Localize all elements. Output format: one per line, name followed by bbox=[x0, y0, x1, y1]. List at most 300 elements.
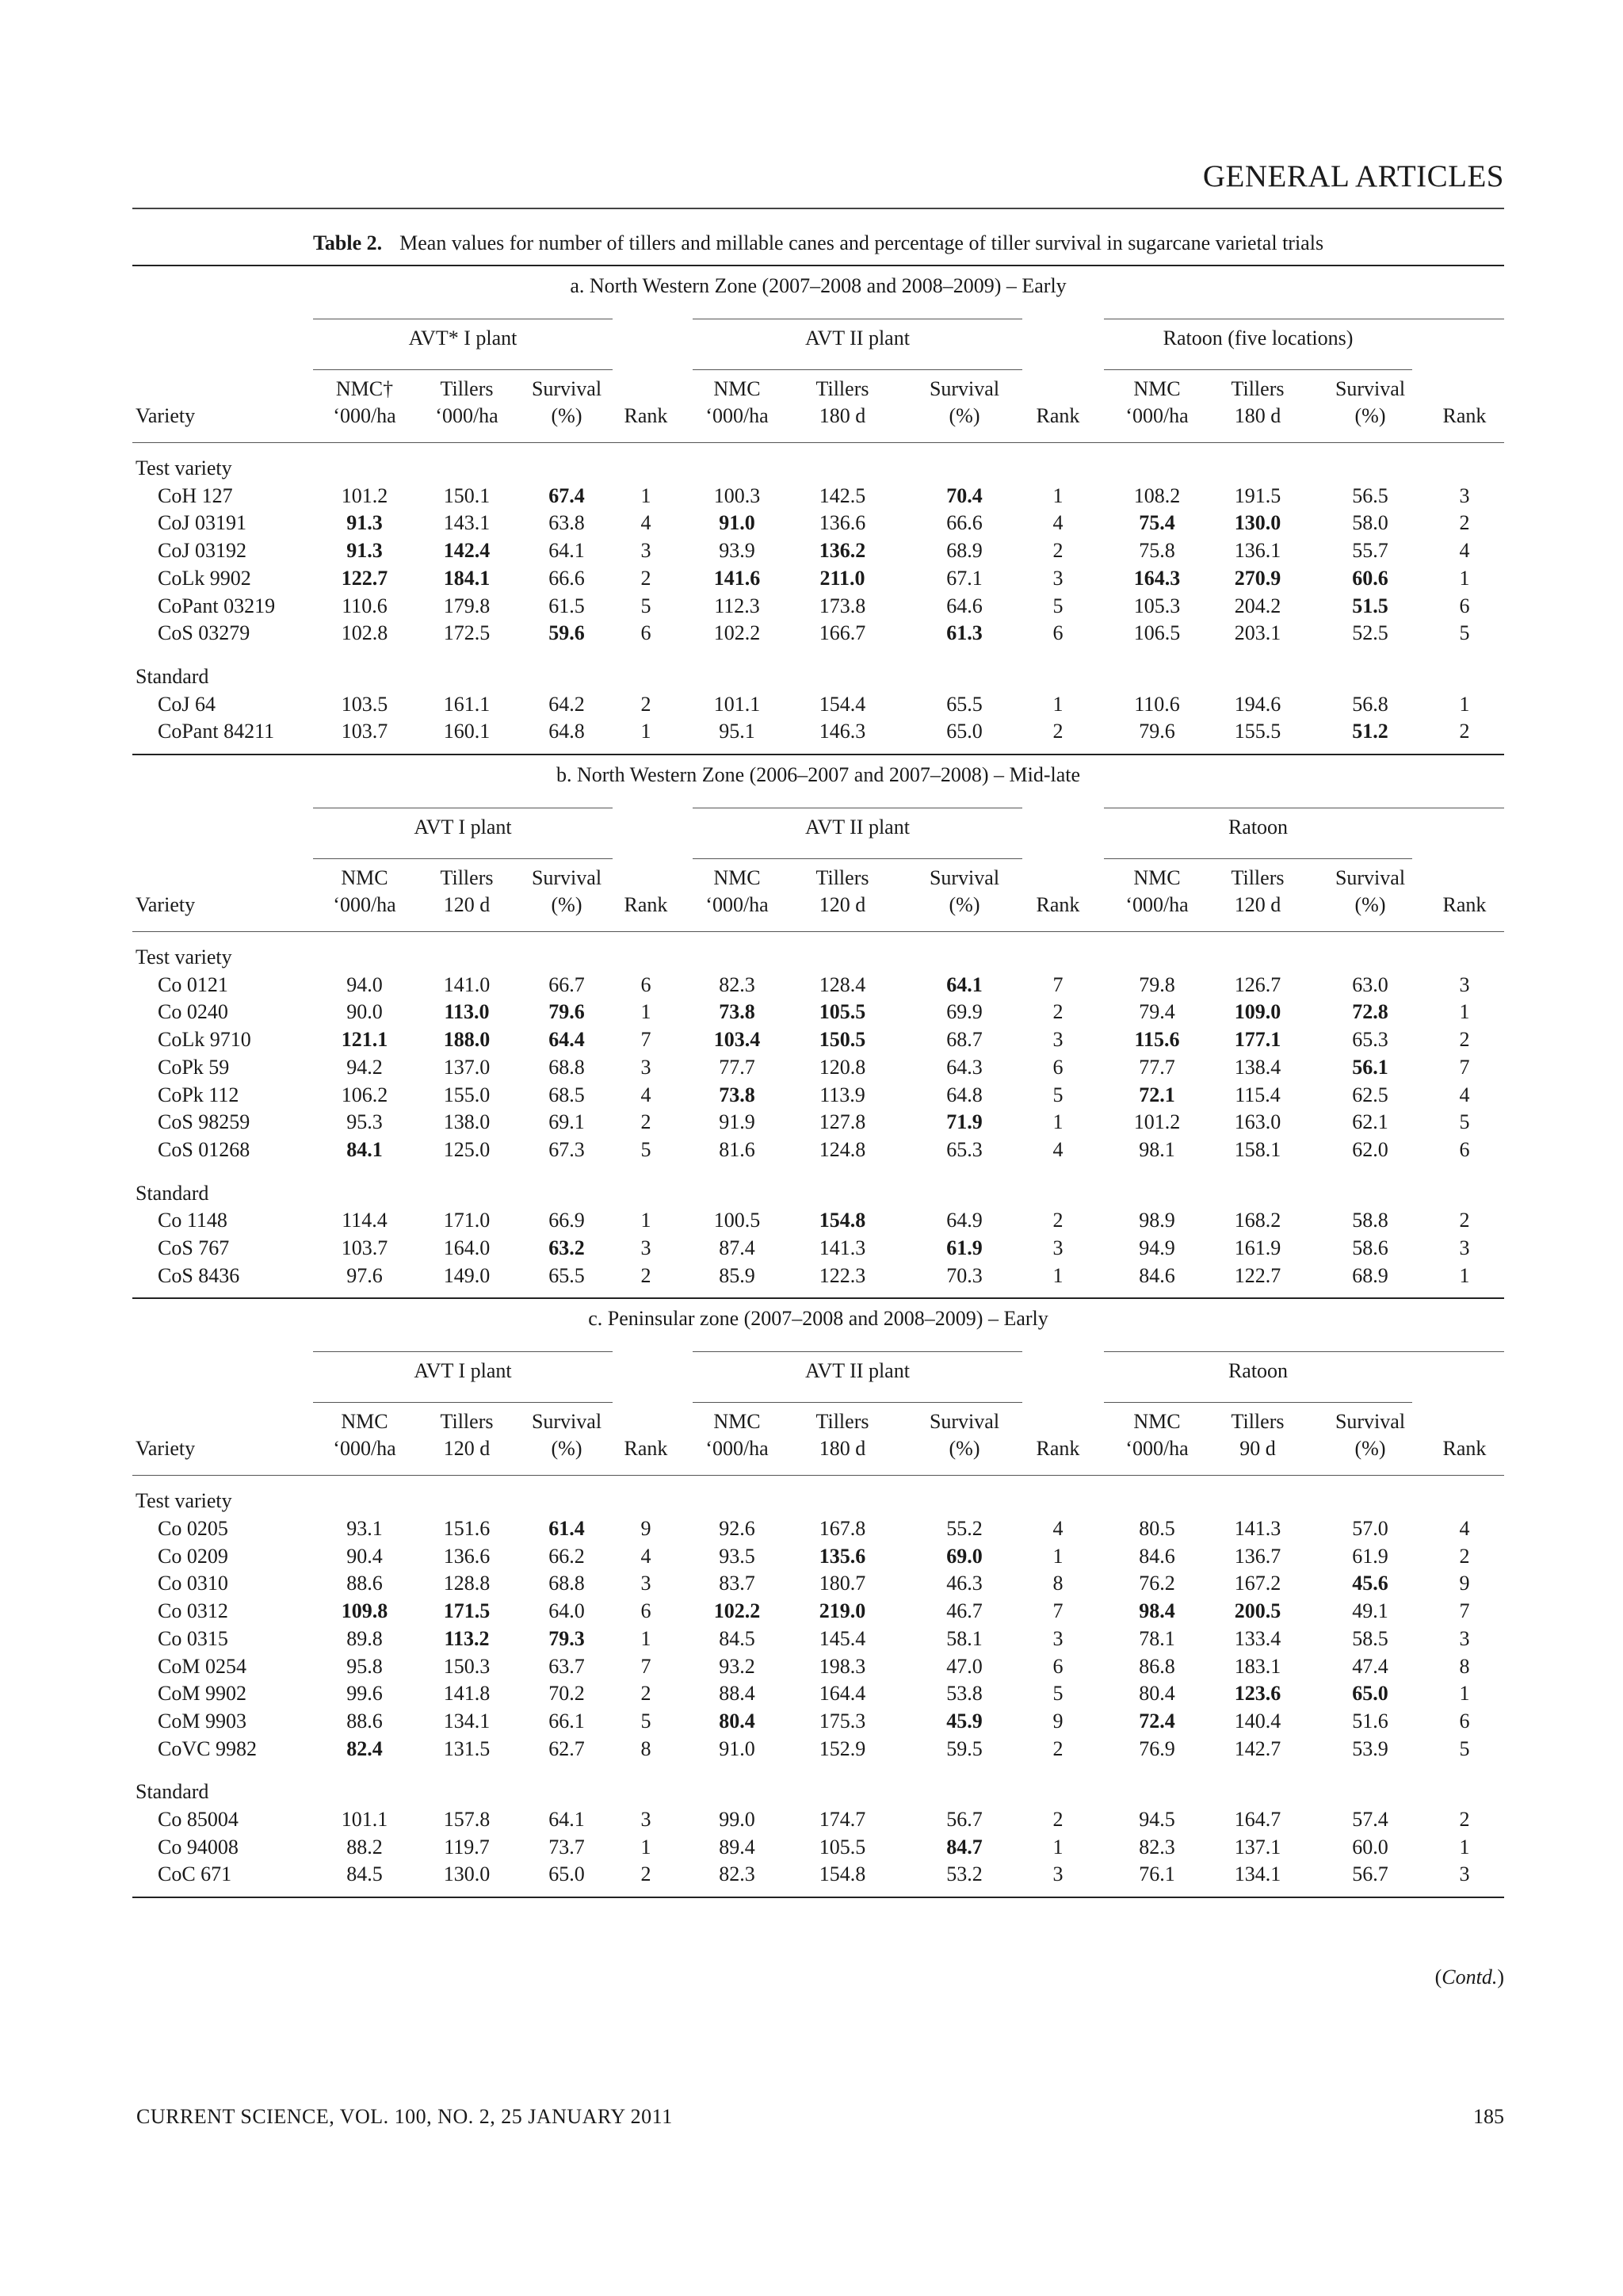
table-cell: 68.8 bbox=[548, 1055, 585, 1079]
table-cell: 108.2 bbox=[1133, 483, 1181, 507]
table-cell: 91.0 bbox=[719, 511, 755, 535]
variety-name: Co 0310 bbox=[158, 1572, 228, 1595]
table-cell: 71.9 bbox=[946, 1110, 983, 1134]
column-header-bottom: 180 d bbox=[819, 1437, 866, 1461]
table-cell: 171.5 bbox=[443, 1599, 491, 1623]
variety-name: Co 85004 bbox=[158, 1808, 239, 1832]
table-cell: 69.9 bbox=[946, 1000, 983, 1024]
table-cell: 3 bbox=[1459, 1236, 1470, 1259]
table-cell: 52.5 bbox=[1352, 621, 1388, 645]
table-cell: 91.3 bbox=[346, 511, 383, 535]
table-cell: 138.4 bbox=[1234, 1055, 1281, 1079]
table-cell: 58.0 bbox=[1352, 511, 1388, 535]
table-cell: 150.5 bbox=[819, 1028, 866, 1052]
table-cell: 171.0 bbox=[443, 1209, 491, 1232]
table-cell: 142.5 bbox=[819, 483, 866, 507]
variety-name: Co 0240 bbox=[158, 1000, 228, 1024]
column-header-bottom: Rank bbox=[624, 404, 668, 427]
table-cell: 6 bbox=[1459, 594, 1470, 617]
table-cell: 164.4 bbox=[819, 1682, 866, 1706]
table-cell: 65.0 bbox=[1352, 1682, 1388, 1706]
table-cell: 6 bbox=[640, 1599, 651, 1623]
table-row bbox=[132, 1137, 1504, 1164]
table-cell: 70.4 bbox=[946, 483, 983, 507]
table-row bbox=[132, 718, 1504, 746]
table-cell: 99.0 bbox=[719, 1808, 755, 1832]
column-header-top: Tillers bbox=[440, 866, 494, 889]
table-row bbox=[132, 1207, 1504, 1235]
table-cell: 1 bbox=[640, 1000, 651, 1024]
column-header-bottom: Rank bbox=[1036, 1437, 1080, 1461]
table-cell: 68.7 bbox=[946, 1028, 983, 1052]
column-header-bottom: ‘000/ha bbox=[333, 893, 396, 916]
table-cell: 6 bbox=[1459, 1709, 1470, 1733]
table-cell: 150.1 bbox=[443, 483, 491, 507]
column-header-top: Tillers bbox=[1231, 377, 1285, 400]
group-bottom-rule bbox=[313, 1402, 613, 1403]
table-cell: 103.4 bbox=[713, 1028, 761, 1052]
table-section-c bbox=[132, 1299, 1504, 1898]
table-cell: 65.0 bbox=[946, 720, 983, 743]
variety-name: Co 1148 bbox=[158, 1209, 227, 1232]
table-cell: 5 bbox=[640, 1137, 651, 1161]
table-cell: 3 bbox=[1052, 1028, 1064, 1052]
table-cell: 143.1 bbox=[443, 511, 491, 535]
table-cell: 97.6 bbox=[346, 1263, 383, 1287]
table-cell: 55.2 bbox=[946, 1517, 983, 1541]
table-cell: 167.2 bbox=[1234, 1572, 1281, 1595]
table-cell: 2 bbox=[1052, 1000, 1064, 1024]
table-cell: 4 bbox=[1459, 539, 1470, 563]
table-cell: 77.7 bbox=[1139, 1055, 1175, 1079]
table-cell: 70.2 bbox=[548, 1682, 585, 1706]
page-number: 185 bbox=[1473, 2105, 1504, 2128]
table-cell: 80.4 bbox=[719, 1709, 755, 1733]
variety-header: Variety bbox=[136, 1437, 196, 1461]
column-header-bottom: Rank bbox=[624, 1437, 668, 1461]
column-header-top: Survival bbox=[929, 1410, 1000, 1434]
table-cell: 79.3 bbox=[548, 1626, 585, 1650]
table-cell: 64.0 bbox=[548, 1599, 585, 1623]
table-row bbox=[132, 999, 1504, 1026]
table-cell: 85.9 bbox=[719, 1263, 755, 1287]
table-cell: 4 bbox=[1052, 1137, 1064, 1161]
table-cell: 7 bbox=[1052, 972, 1064, 996]
table-cell: 78.1 bbox=[1139, 1626, 1175, 1650]
table-cell: 68.5 bbox=[548, 1083, 585, 1106]
table-cell: 56.1 bbox=[1352, 1055, 1388, 1079]
column-header-bottom: ‘000/ha bbox=[1125, 404, 1189, 427]
table-cell: 62.1 bbox=[1352, 1110, 1388, 1134]
table-cell: 130.0 bbox=[443, 1862, 491, 1886]
table-cell: 4 bbox=[640, 511, 651, 535]
table-row bbox=[132, 483, 1504, 510]
header-rule bbox=[132, 1475, 1504, 1476]
table-cell: 2 bbox=[1052, 1209, 1064, 1232]
table-row bbox=[132, 1515, 1504, 1543]
table-cell: 105.3 bbox=[1133, 594, 1181, 617]
column-header-top: NMC bbox=[1133, 866, 1181, 889]
table-cell: 204.2 bbox=[1234, 594, 1281, 617]
table-cell: 67.1 bbox=[946, 566, 983, 590]
table-cell: 82.3 bbox=[719, 1862, 755, 1886]
table-cell: 63.7 bbox=[548, 1654, 585, 1678]
column-header-top: Tillers bbox=[1231, 1410, 1285, 1434]
table-cell: 128.8 bbox=[443, 1572, 491, 1595]
table-cell: 76.1 bbox=[1139, 1862, 1175, 1886]
table-cell: 82.4 bbox=[346, 1736, 383, 1760]
table-cell: 4 bbox=[640, 1083, 651, 1106]
table-cell: 7 bbox=[1459, 1055, 1470, 1079]
table-cell: 84.5 bbox=[346, 1862, 383, 1886]
table-cell: 89.8 bbox=[346, 1626, 383, 1650]
table-cell: 61.9 bbox=[946, 1236, 983, 1259]
table-cell: 101.1 bbox=[341, 1808, 388, 1832]
table-cell: 1 bbox=[1459, 692, 1470, 716]
column-header-bottom: ‘000/ha bbox=[1125, 893, 1189, 916]
table-cell: 3 bbox=[1459, 1626, 1470, 1650]
table-cell: 2 bbox=[1052, 539, 1064, 563]
table-cell: 194.6 bbox=[1234, 692, 1281, 716]
column-header-bottom: (%) bbox=[551, 404, 582, 427]
group-bottom-rule bbox=[693, 1402, 1022, 1403]
variety-name: Co 0209 bbox=[158, 1544, 228, 1568]
variety-name: Co 94008 bbox=[158, 1835, 239, 1859]
table-cell: 7 bbox=[640, 1028, 651, 1052]
variety-name: CoJ 64 bbox=[158, 692, 216, 716]
table-cell: 5 bbox=[1459, 1110, 1470, 1134]
table-cell: 66.1 bbox=[548, 1709, 585, 1733]
table-cell: 2 bbox=[1459, 511, 1470, 535]
table-cell: 219.0 bbox=[819, 1599, 866, 1623]
table-cell: 2 bbox=[1459, 1028, 1470, 1052]
table-label: Table 2. bbox=[312, 231, 383, 254]
group-header: AVT II plant bbox=[805, 327, 910, 350]
table-cell: 70.3 bbox=[946, 1263, 983, 1287]
table-cell: 141.3 bbox=[1234, 1517, 1281, 1541]
table-cell: 64.6 bbox=[946, 594, 983, 617]
table-cell: 90.0 bbox=[346, 1000, 383, 1024]
table-cell: 3 bbox=[1052, 1862, 1064, 1886]
column-header-top: Tillers bbox=[440, 1410, 494, 1434]
column-header-top: Survival bbox=[1335, 377, 1406, 400]
column-header-top: Tillers bbox=[815, 1410, 869, 1434]
table-cell: 106.2 bbox=[341, 1083, 388, 1106]
table-cell: 1 bbox=[1459, 566, 1470, 590]
table-cell: 6 bbox=[1052, 1055, 1064, 1079]
table-row bbox=[132, 1861, 1504, 1889]
table-cell: 131.5 bbox=[443, 1736, 491, 1760]
variety-name: CoS 01268 bbox=[158, 1137, 250, 1161]
table-cell: 95.8 bbox=[346, 1654, 383, 1678]
table-cell: 2 bbox=[1052, 1808, 1064, 1832]
continued-note: (Contd.) bbox=[1434, 1966, 1504, 1988]
table-cell: 5 bbox=[1459, 621, 1470, 645]
variety-name: CoJ 03191 bbox=[158, 511, 246, 535]
group-top-rule bbox=[693, 1351, 1022, 1352]
table-cell: 5 bbox=[1052, 1083, 1064, 1106]
table-cell: 93.2 bbox=[719, 1654, 755, 1678]
table-cell: 6 bbox=[640, 621, 651, 645]
table-cell: 8 bbox=[1052, 1572, 1064, 1595]
column-header-top: Survival bbox=[929, 866, 1000, 889]
table-cell: 9 bbox=[640, 1517, 651, 1541]
table-cell: 73.8 bbox=[719, 1000, 755, 1024]
table-cell: 64.9 bbox=[946, 1209, 983, 1232]
table-cell: 51.2 bbox=[1352, 720, 1388, 743]
table-cell: 154.8 bbox=[819, 1862, 866, 1886]
table-cell: 68.9 bbox=[1352, 1263, 1388, 1287]
table-cell: 68.9 bbox=[946, 539, 983, 563]
group-bottom-rule bbox=[313, 858, 613, 859]
group-header: AVT I plant bbox=[414, 1359, 512, 1383]
table-cell: 75.8 bbox=[1139, 539, 1175, 563]
variety-header: Variety bbox=[136, 893, 196, 916]
column-header-bottom: ‘000/ha bbox=[435, 404, 498, 427]
table-cell: 67.4 bbox=[548, 483, 585, 507]
section-title: c. Peninsular zone (2007–2008 and 2008–2009) – Early bbox=[588, 1307, 1048, 1331]
table-cell: 83.7 bbox=[719, 1572, 755, 1595]
table-cell: 113.0 bbox=[444, 1000, 490, 1024]
group-bottom-rule bbox=[693, 369, 1022, 370]
table-row bbox=[132, 1834, 1504, 1862]
table-cell: 1 bbox=[1052, 1110, 1064, 1134]
table-cell: 60.6 bbox=[1352, 566, 1388, 590]
table-row bbox=[132, 593, 1504, 621]
column-header-bottom: (%) bbox=[949, 404, 980, 427]
table-cell: 164.3 bbox=[1133, 566, 1181, 590]
table-cell: 191.5 bbox=[1234, 483, 1281, 507]
table-cell: 62.5 bbox=[1352, 1083, 1388, 1106]
table-cell: 73.8 bbox=[719, 1083, 755, 1106]
variety-name: CoPant 03219 bbox=[158, 594, 276, 617]
table-cell: 93.9 bbox=[719, 539, 755, 563]
variety-name: CoM 9902 bbox=[158, 1682, 246, 1706]
table-cell: 142.4 bbox=[443, 539, 491, 563]
variety-name: CoS 03279 bbox=[158, 621, 250, 645]
table-cell: 146.3 bbox=[819, 720, 866, 743]
table-cell: 161.1 bbox=[443, 692, 491, 716]
table-cell: 64.1 bbox=[548, 539, 585, 563]
table-row bbox=[132, 620, 1504, 648]
table-cell: 3 bbox=[1052, 1626, 1064, 1650]
table-cell: 88.6 bbox=[346, 1709, 383, 1733]
table-cell: 56.8 bbox=[1352, 692, 1388, 716]
table-row bbox=[132, 1263, 1504, 1290]
column-header-bottom: 180 d bbox=[819, 404, 866, 427]
table-cell: 94.2 bbox=[346, 1055, 383, 1079]
table-cell: 103.5 bbox=[341, 692, 388, 716]
table-row bbox=[132, 1708, 1504, 1736]
table-cell: 105.5 bbox=[819, 1835, 866, 1859]
table-cell: 149.0 bbox=[443, 1263, 491, 1287]
table-cell: 63.0 bbox=[1352, 972, 1388, 996]
table-cell: 45.9 bbox=[946, 1709, 983, 1733]
group-bottom-rule bbox=[313, 369, 613, 370]
table-row bbox=[132, 510, 1504, 537]
table-cell: 134.1 bbox=[1234, 1862, 1281, 1886]
table-cell: 56.5 bbox=[1352, 483, 1388, 507]
column-header-bottom: Rank bbox=[624, 893, 668, 916]
group-header: Ratoon bbox=[1228, 816, 1289, 839]
variety-name: CoS 8436 bbox=[158, 1263, 240, 1287]
table-cell: 113.2 bbox=[444, 1626, 490, 1650]
table-cell: 9 bbox=[1052, 1709, 1064, 1733]
table-cell: 122.3 bbox=[819, 1263, 866, 1287]
block-label: Standard bbox=[136, 1181, 209, 1205]
table-cell: 102.2 bbox=[713, 621, 761, 645]
table-cell: 91.3 bbox=[346, 539, 383, 563]
column-header-bottom: (%) bbox=[1354, 893, 1386, 916]
table-cell: 1 bbox=[1052, 1263, 1064, 1287]
column-header-top: NMC bbox=[1133, 377, 1181, 400]
table-cell: 124.8 bbox=[819, 1137, 866, 1161]
table-cell: 4 bbox=[1052, 511, 1064, 535]
table-row bbox=[132, 537, 1504, 565]
group-bottom-rule bbox=[1104, 1402, 1412, 1403]
variety-name: Co 0312 bbox=[158, 1599, 228, 1623]
table-row bbox=[132, 1570, 1504, 1598]
table-section-b bbox=[132, 755, 1504, 1299]
column-header-top: Survival bbox=[531, 866, 602, 889]
table-cell: 2 bbox=[640, 1682, 651, 1706]
group-header: Ratoon bbox=[1228, 1359, 1289, 1383]
variety-name: CoM 9903 bbox=[158, 1709, 246, 1733]
table-cell: 9 bbox=[1459, 1572, 1470, 1595]
variety-name: CoVC 9982 bbox=[158, 1736, 257, 1760]
table-caption bbox=[132, 231, 1504, 255]
table-cell: 66.2 bbox=[548, 1544, 585, 1568]
table-cell: 5 bbox=[640, 1709, 651, 1733]
column-header-bottom: ‘000/ha bbox=[705, 404, 769, 427]
table-cell: 1 bbox=[1459, 1682, 1470, 1706]
table-cell: 101.2 bbox=[341, 483, 388, 507]
column-header-top: NMC bbox=[1133, 1410, 1181, 1434]
variety-name: CoS 767 bbox=[158, 1236, 230, 1259]
variety-header: Variety bbox=[136, 404, 196, 427]
table-cell: 8 bbox=[640, 1736, 651, 1760]
header-rule bbox=[132, 208, 1504, 209]
table-cell: 5 bbox=[1052, 594, 1064, 617]
column-header-bottom: ‘000/ha bbox=[1125, 1437, 1189, 1461]
table-cell: 88.6 bbox=[346, 1572, 383, 1595]
table-section-a bbox=[132, 265, 1504, 755]
table-cell: 179.8 bbox=[443, 594, 491, 617]
table-cell: 122.7 bbox=[341, 566, 388, 590]
table-cell: 3 bbox=[1052, 1236, 1064, 1259]
table-row bbox=[132, 1082, 1504, 1110]
table-cell: 79.6 bbox=[548, 1000, 585, 1024]
table-cell: 160.1 bbox=[443, 720, 491, 743]
column-header-top: Tillers bbox=[440, 377, 494, 400]
table-cell: 95.1 bbox=[719, 720, 755, 743]
table-cell: 161.9 bbox=[1234, 1236, 1281, 1259]
block-label: Standard bbox=[136, 664, 209, 688]
table-cell: 73.7 bbox=[548, 1835, 585, 1859]
table-cell: 80.5 bbox=[1139, 1517, 1175, 1541]
column-header-bottom: ‘000/ha bbox=[333, 1437, 396, 1461]
table-cell: 87.4 bbox=[719, 1236, 755, 1259]
column-header-bottom: Rank bbox=[1442, 893, 1487, 916]
table-cell: 123.6 bbox=[1234, 1682, 1281, 1706]
table-cell: 89.4 bbox=[719, 1835, 755, 1859]
table-cell: 115.6 bbox=[1134, 1028, 1180, 1052]
variety-name: CoPk 59 bbox=[158, 1055, 230, 1079]
table-cell: 136.2 bbox=[819, 539, 866, 563]
table-cell: 103.7 bbox=[341, 1236, 388, 1259]
table-cell: 102.8 bbox=[341, 621, 388, 645]
table-row bbox=[132, 1806, 1504, 1834]
block-label: Test variety bbox=[136, 946, 232, 968]
table-cell: 270.9 bbox=[1234, 566, 1281, 590]
table-cell: 155.0 bbox=[443, 1083, 491, 1106]
table-cell: 184.1 bbox=[443, 566, 491, 590]
table-cell: 67.3 bbox=[548, 1137, 585, 1161]
table-cell: 4 bbox=[1459, 1083, 1470, 1106]
table-cell: 2 bbox=[640, 1263, 651, 1287]
table-cell: 119.7 bbox=[444, 1835, 490, 1859]
variety-name: CoPant 84211 bbox=[158, 720, 275, 743]
column-header-bottom: ‘000/ha bbox=[705, 1437, 769, 1461]
table-cell: 168.2 bbox=[1234, 1209, 1281, 1232]
table-cell: 61.4 bbox=[548, 1517, 585, 1541]
table-cell: 138.0 bbox=[443, 1110, 491, 1134]
column-header-bottom: (%) bbox=[551, 893, 582, 916]
table-cell: 3 bbox=[1459, 972, 1470, 996]
table-cell: 211.0 bbox=[819, 566, 865, 590]
table-cell: 84.1 bbox=[346, 1137, 383, 1161]
table-cell: 99.6 bbox=[346, 1682, 383, 1706]
table-cell: 152.9 bbox=[819, 1736, 866, 1760]
table-cell: 2 bbox=[1052, 1736, 1064, 1760]
table-cell: 128.4 bbox=[819, 972, 866, 996]
table-cell: 3 bbox=[1459, 483, 1470, 507]
table-cell: 177.1 bbox=[1234, 1028, 1281, 1052]
table-cell: 136.6 bbox=[443, 1544, 491, 1568]
column-header-top: NMC† bbox=[335, 377, 394, 400]
column-header-bottom: ‘000/ha bbox=[705, 893, 769, 916]
column-header-bottom: Rank bbox=[1036, 893, 1080, 916]
table-cell: 3 bbox=[640, 1055, 651, 1079]
table-cell: 1 bbox=[1459, 1835, 1470, 1859]
table-cell: 134.1 bbox=[443, 1709, 491, 1733]
table-row bbox=[132, 1026, 1504, 1054]
table-cell: 84.5 bbox=[719, 1626, 755, 1650]
table-cell: 94.0 bbox=[346, 972, 383, 996]
table-cell: 61.3 bbox=[946, 621, 983, 645]
table-cell: 59.6 bbox=[548, 621, 585, 645]
group-header: AVT* I plant bbox=[408, 327, 517, 350]
table-cell: 141.3 bbox=[819, 1236, 866, 1259]
table-cell: 8 bbox=[1459, 1654, 1470, 1678]
table-cell: 65.5 bbox=[548, 1263, 585, 1287]
table-cell: 79.4 bbox=[1139, 1000, 1175, 1024]
table-cell: 51.6 bbox=[1352, 1709, 1388, 1733]
table-cell: 130.0 bbox=[1234, 511, 1281, 535]
table-cell: 66.7 bbox=[548, 972, 585, 996]
table-cell: 151.6 bbox=[443, 1517, 491, 1541]
table-cell: 53.9 bbox=[1352, 1736, 1388, 1760]
variety-name: Co 0205 bbox=[158, 1517, 228, 1541]
table-cell: 1 bbox=[1052, 1835, 1064, 1859]
header-rule bbox=[132, 931, 1504, 932]
column-header-bottom: (%) bbox=[1354, 1437, 1386, 1461]
group-header: AVT I plant bbox=[414, 816, 512, 839]
table-cell: 2 bbox=[640, 692, 651, 716]
table-cell: 200.5 bbox=[1234, 1599, 1281, 1623]
column-header-top: Tillers bbox=[1231, 866, 1285, 889]
group-top-rule bbox=[1412, 1351, 1504, 1352]
